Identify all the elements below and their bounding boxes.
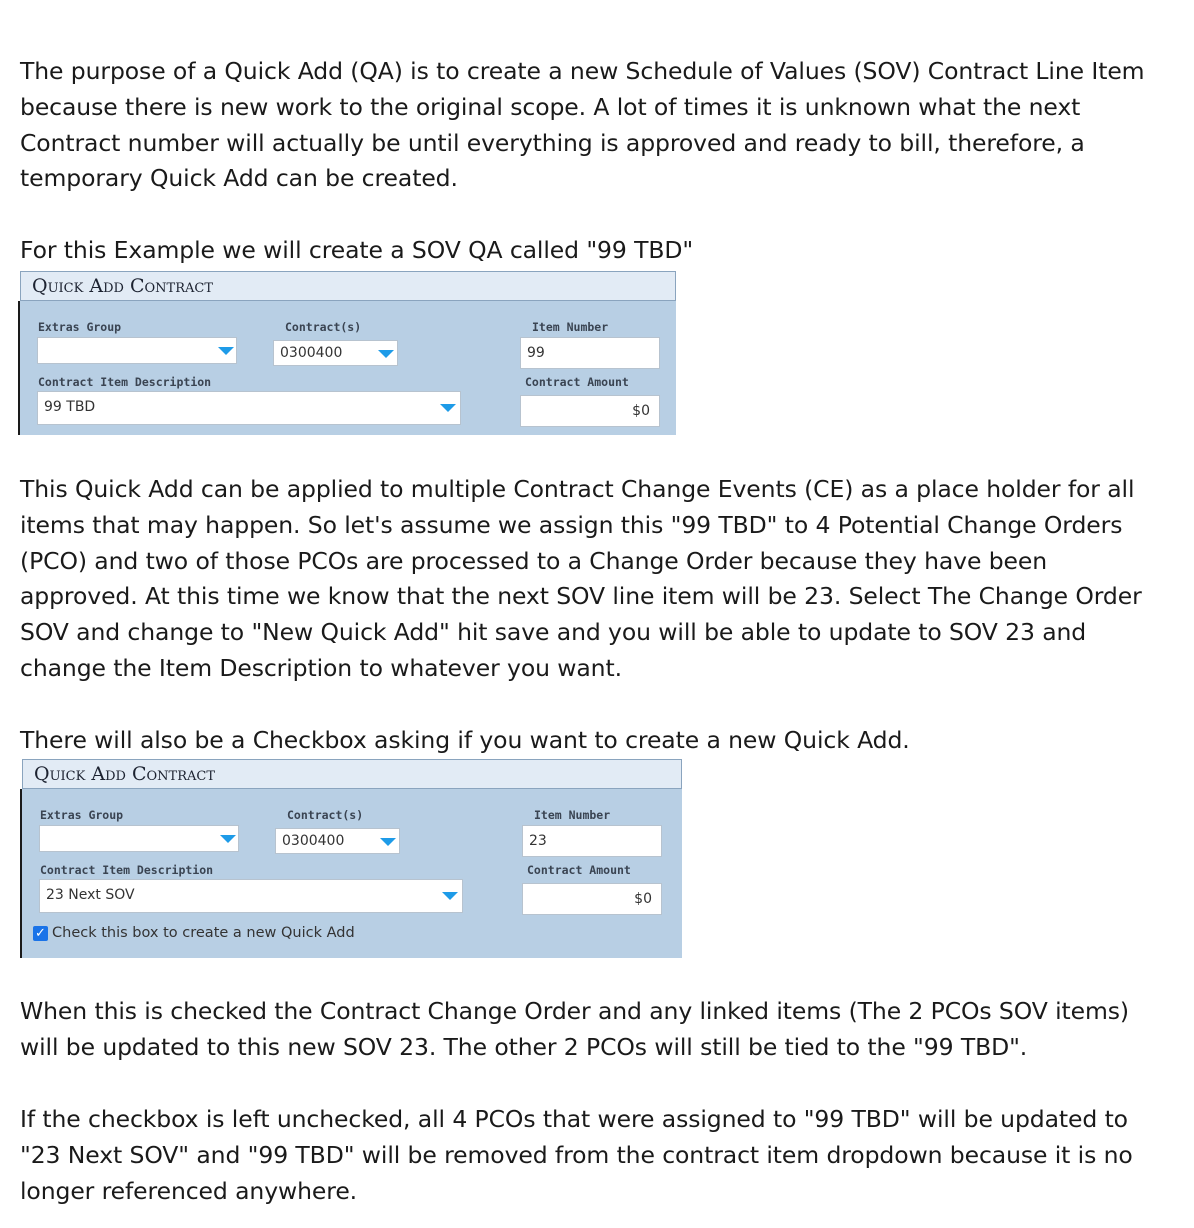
extras-group-label: Extras Group [40, 808, 124, 822]
checkbox-label: Check this box to create a new Quick Add [52, 925, 355, 941]
contracts-value: 0300400 [282, 833, 345, 849]
checkbox-paragraph [20, 723, 1180, 759]
intro-paragraph [20, 54, 1180, 197]
description-label: Contract Item Description [40, 863, 214, 877]
text-line: Contract number will actually be until everything is approved and ready to bill, therefore, a [20, 128, 1085, 157]
amount-label: Contract Amount [527, 863, 631, 877]
checked-paragraph [20, 994, 1180, 1066]
extras-group-select[interactable] [39, 825, 239, 852]
border-line [20, 789, 22, 958]
text-line: For this Example we will create a SOV QA called "99 TBD" [20, 236, 694, 264]
unchecked-paragraph [20, 1102, 1180, 1209]
extras-group-label: Extras Group [38, 320, 122, 334]
contracts-select[interactable] [275, 828, 400, 854]
amount-input[interactable] [520, 395, 660, 427]
text-line: There will also be a Checkbox asking if you want to create a new Quick Add. [20, 726, 910, 754]
example-paragraph [20, 233, 1180, 269]
text-line: change the Item Description to whatever you want. [20, 653, 622, 682]
contracts-label: Contract(s) [287, 808, 364, 822]
amount-input[interactable] [522, 883, 662, 915]
description-label: Contract Item Description [38, 375, 212, 389]
text-line: SOV and change to "New Quick Add" hit save and you will be able to update to SOV 23 and [20, 618, 1087, 647]
text-line: "23 Next SOV" and "99 TBD" will be removed from the contract item dropdown because it is no [20, 1140, 1133, 1169]
description-select[interactable] [37, 391, 461, 425]
contracts-value: 0300400 [280, 345, 343, 361]
description-value: 99 TBD [44, 399, 96, 415]
quick-add-form-1 [20, 271, 676, 435]
description-value: 23 Next SOV [46, 887, 135, 903]
chevron-down-icon [220, 835, 236, 843]
text-line: When this is checked the Contract Change Order and any linked items (The 2 PCOs SOV items) [20, 997, 1129, 1025]
chevron-down-icon [442, 892, 458, 900]
text-line: temporary Quick Add can be created. [20, 164, 458, 193]
chevron-down-icon [380, 838, 396, 846]
contracts-label: Contract(s) [285, 320, 362, 334]
chevron-down-icon [440, 404, 456, 412]
explanation-paragraph [20, 472, 1180, 687]
item-number-label: Item Number [532, 320, 609, 334]
text-line: approved. At this time we know that the next SOV line item will be 23. Select The Change Order [20, 582, 1142, 611]
text-line: items that may happen. So let's assume we assign this "99 TBD" to 4 Potential Change Orders [20, 510, 1123, 539]
amount-label: Contract Amount [525, 375, 629, 389]
chevron-down-icon [218, 347, 234, 355]
text-line: because there is new work to the original scope. A lot of times it is unknown what the next [20, 92, 1081, 121]
new-quick-add-checkbox[interactable]: ✓ [33, 926, 48, 941]
item-number-input[interactable] [522, 825, 662, 857]
quick-add-form-2 [22, 759, 682, 958]
text-line: (PCO) and two of those PCOs are processed to a Change Order because they have been [20, 546, 1048, 575]
extras-group-select[interactable] [37, 337, 237, 364]
border-line [18, 301, 20, 435]
item-number-input[interactable] [520, 337, 660, 369]
form-title: Quick Add Contract [22, 759, 682, 789]
item-number-label: Item Number [534, 808, 611, 822]
text-line: This Quick Add can be applied to multiple Contract Change Events (CE) as a place holder for all [20, 475, 1135, 503]
description-select[interactable] [39, 879, 463, 913]
chevron-down-icon [378, 350, 394, 358]
text-line: The purpose of a Quick Add (QA) is to create a new Schedule of Values (SOV) Contract Line Item [20, 57, 1145, 85]
amount-value: $0 [632, 403, 650, 419]
text-line: will be updated to this new SOV 23. The other 2 PCOs will still be tied to the "99 TBD". [20, 1032, 1028, 1061]
form-title: Quick Add Contract [20, 271, 676, 301]
text-line: If the checkbox is left unchecked, all 4 PCOs that were assigned to "99 TBD" will be updated to [20, 1105, 1128, 1133]
item-number-value: 99 [527, 345, 545, 361]
amount-value: $0 [634, 891, 652, 907]
contracts-select[interactable] [273, 340, 398, 366]
text-line: longer referenced anywhere. [20, 1176, 358, 1205]
item-number-value: 23 [529, 833, 547, 849]
